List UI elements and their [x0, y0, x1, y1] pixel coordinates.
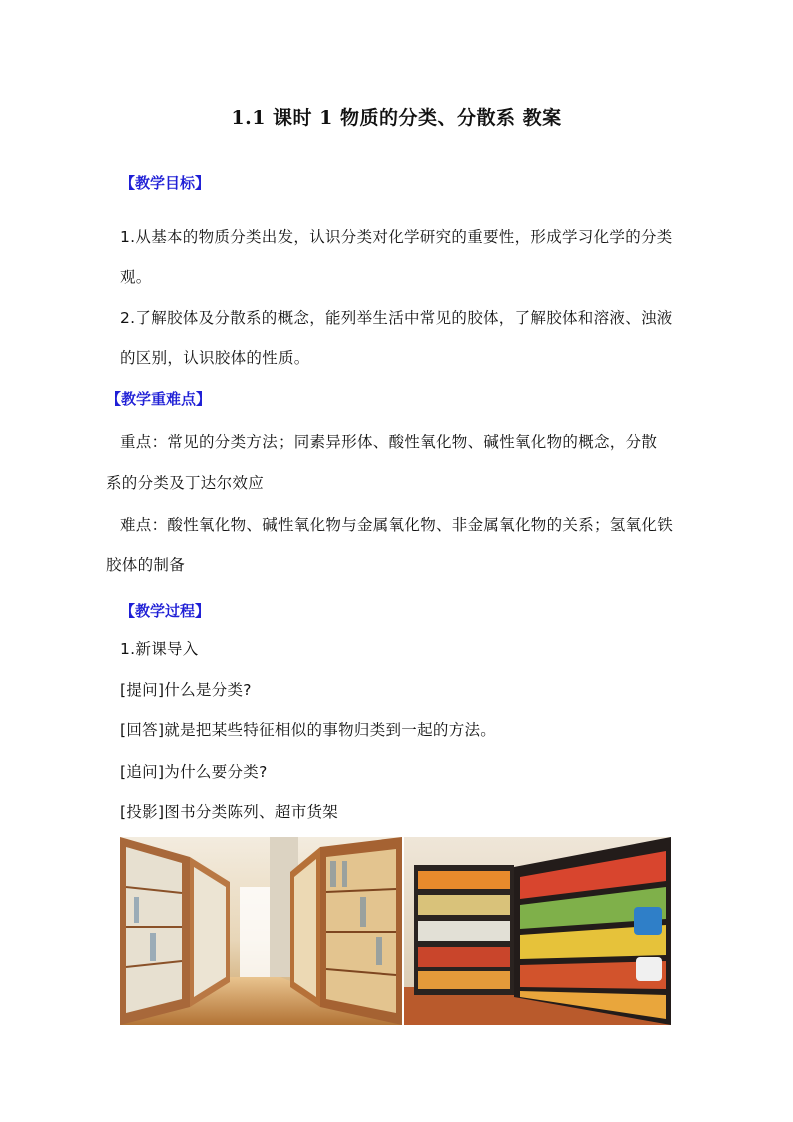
key-points-line-4: 胶体的制备	[106, 556, 186, 574]
key-points-heading: 【教学重难点】	[106, 390, 212, 408]
library-bookshelves-image	[120, 837, 402, 1025]
process-line-5: [投影]图书分类陈列、超市货架	[120, 803, 339, 821]
goals-line-3: 2.了解胶体及分散系的概念，能列举生活中常见的胶体，了解胶体和溶液、浊液	[120, 309, 673, 327]
process-heading: 【教学过程】	[120, 602, 211, 620]
key-points-line-1: 重点：常见的分类方法；同素异形体、酸性氧化物、碱性氧化物的概念，分散	[120, 433, 658, 451]
supermarket-shelves-image	[404, 837, 671, 1025]
goals-heading: 【教学目标】	[120, 174, 211, 192]
document-title: 1.1 课时 1 物质的分类、分散系 教案	[231, 107, 562, 129]
goals-line-1: 1.从基本的物质分类出发，认识分类对化学研究的重要性，形成学习化学的分类	[120, 228, 673, 246]
process-line-2: [提问]什么是分类?	[120, 681, 252, 699]
process-line-1: 1.新课导入	[120, 640, 199, 658]
key-points-line-3: 难点：酸性氧化物、碱性氧化物与金属氧化物、非金属氧化物的关系；氢氧化铁	[120, 516, 674, 534]
goals-line-2: 观。	[120, 268, 152, 286]
key-points-line-2: 系的分类及丁达尔效应	[106, 474, 265, 492]
process-line-3: [回答]就是把某些特征相似的事物归类到一起的方法。	[120, 721, 497, 739]
process-line-4: [追问]为什么要分类?	[120, 763, 268, 781]
goals-line-4: 的区别，认识胶体的性质。	[120, 349, 310, 367]
